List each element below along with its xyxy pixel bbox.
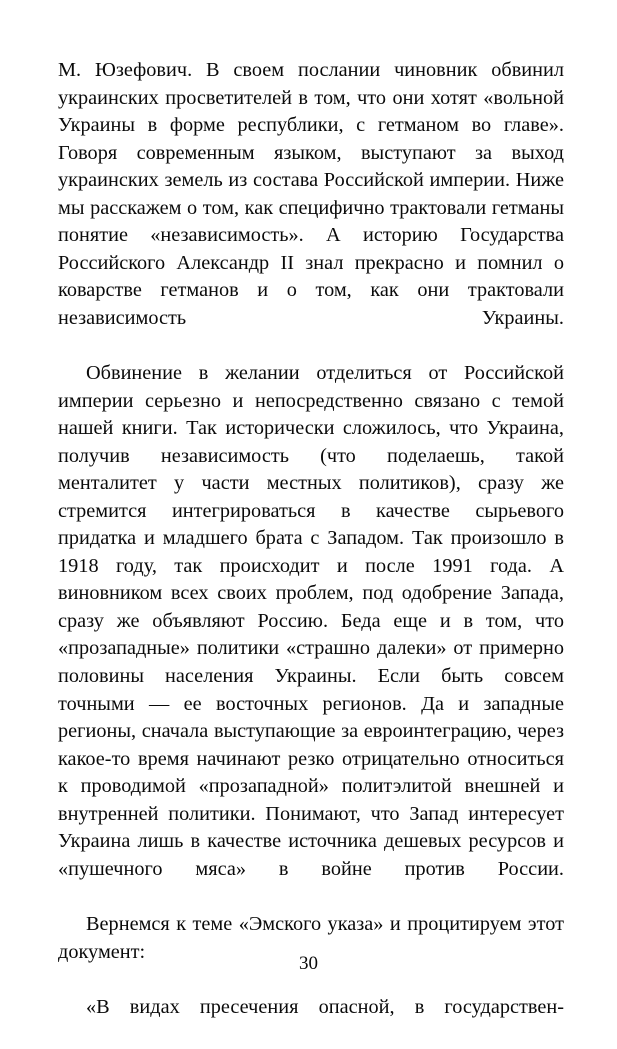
- paragraph-1: М. Юзефович. В своем послании чиновник обвинил украинских просветителей в том, что они хотят «вольной Украины в форме республики, с гетманом во главе». Говоря современным языком, выступают за выход украинских земель из состава Российской империи. Ниже мы расскажем о том, как специфично трактовали гетманы понятие «независимость». А историю Государства Российского Александр II знал прекрасно и помнил о коварстве гетманов и о том, как они трактовали независимость Украины.: [58, 59, 564, 329]
- paragraph-2: Обвинение в желании отделиться от Российской империи серьезно и непосредственно связано с темой нашей книги. Так исторически сложилось, что Украина, получив независимость (что поделаешь, такой менталитет у части местных политиков), сразу же стремится интегрироваться в качестве сырьевого придатка и младшего брата с Западом. Так произошло в 1918 году, так происходит и после 1991 года. А виновником всех своих проблем, под одобрение Запада, сразу же объявляют Россию. Беда еще и в том, что «прозападные» политики «страшно далеки» от примерно половины населения Украины. Если быть совсем точными — ее восточных регионов. Да и западные регионы, сначала выступающие за евроинтеграцию, через какое-то время начинают резко отрицательно относиться к проводимой «прозападной» политэлитой внешней и внутренней политики. Понимают, что Запад интересует Украина лишь в качестве источника дешевых ресурсов и «пушечного мяса» в войне против России.: [58, 362, 564, 880]
- paragraph-4: «В видах пресечения опасной, в государствен-: [86, 995, 564, 1018]
- page-number: 30: [299, 953, 318, 974]
- page-text-block: [58, 57, 564, 1049]
- paragraph-3: Вернемся к теме «Эмского указа» и процитируем этот документ:: [58, 912, 564, 963]
